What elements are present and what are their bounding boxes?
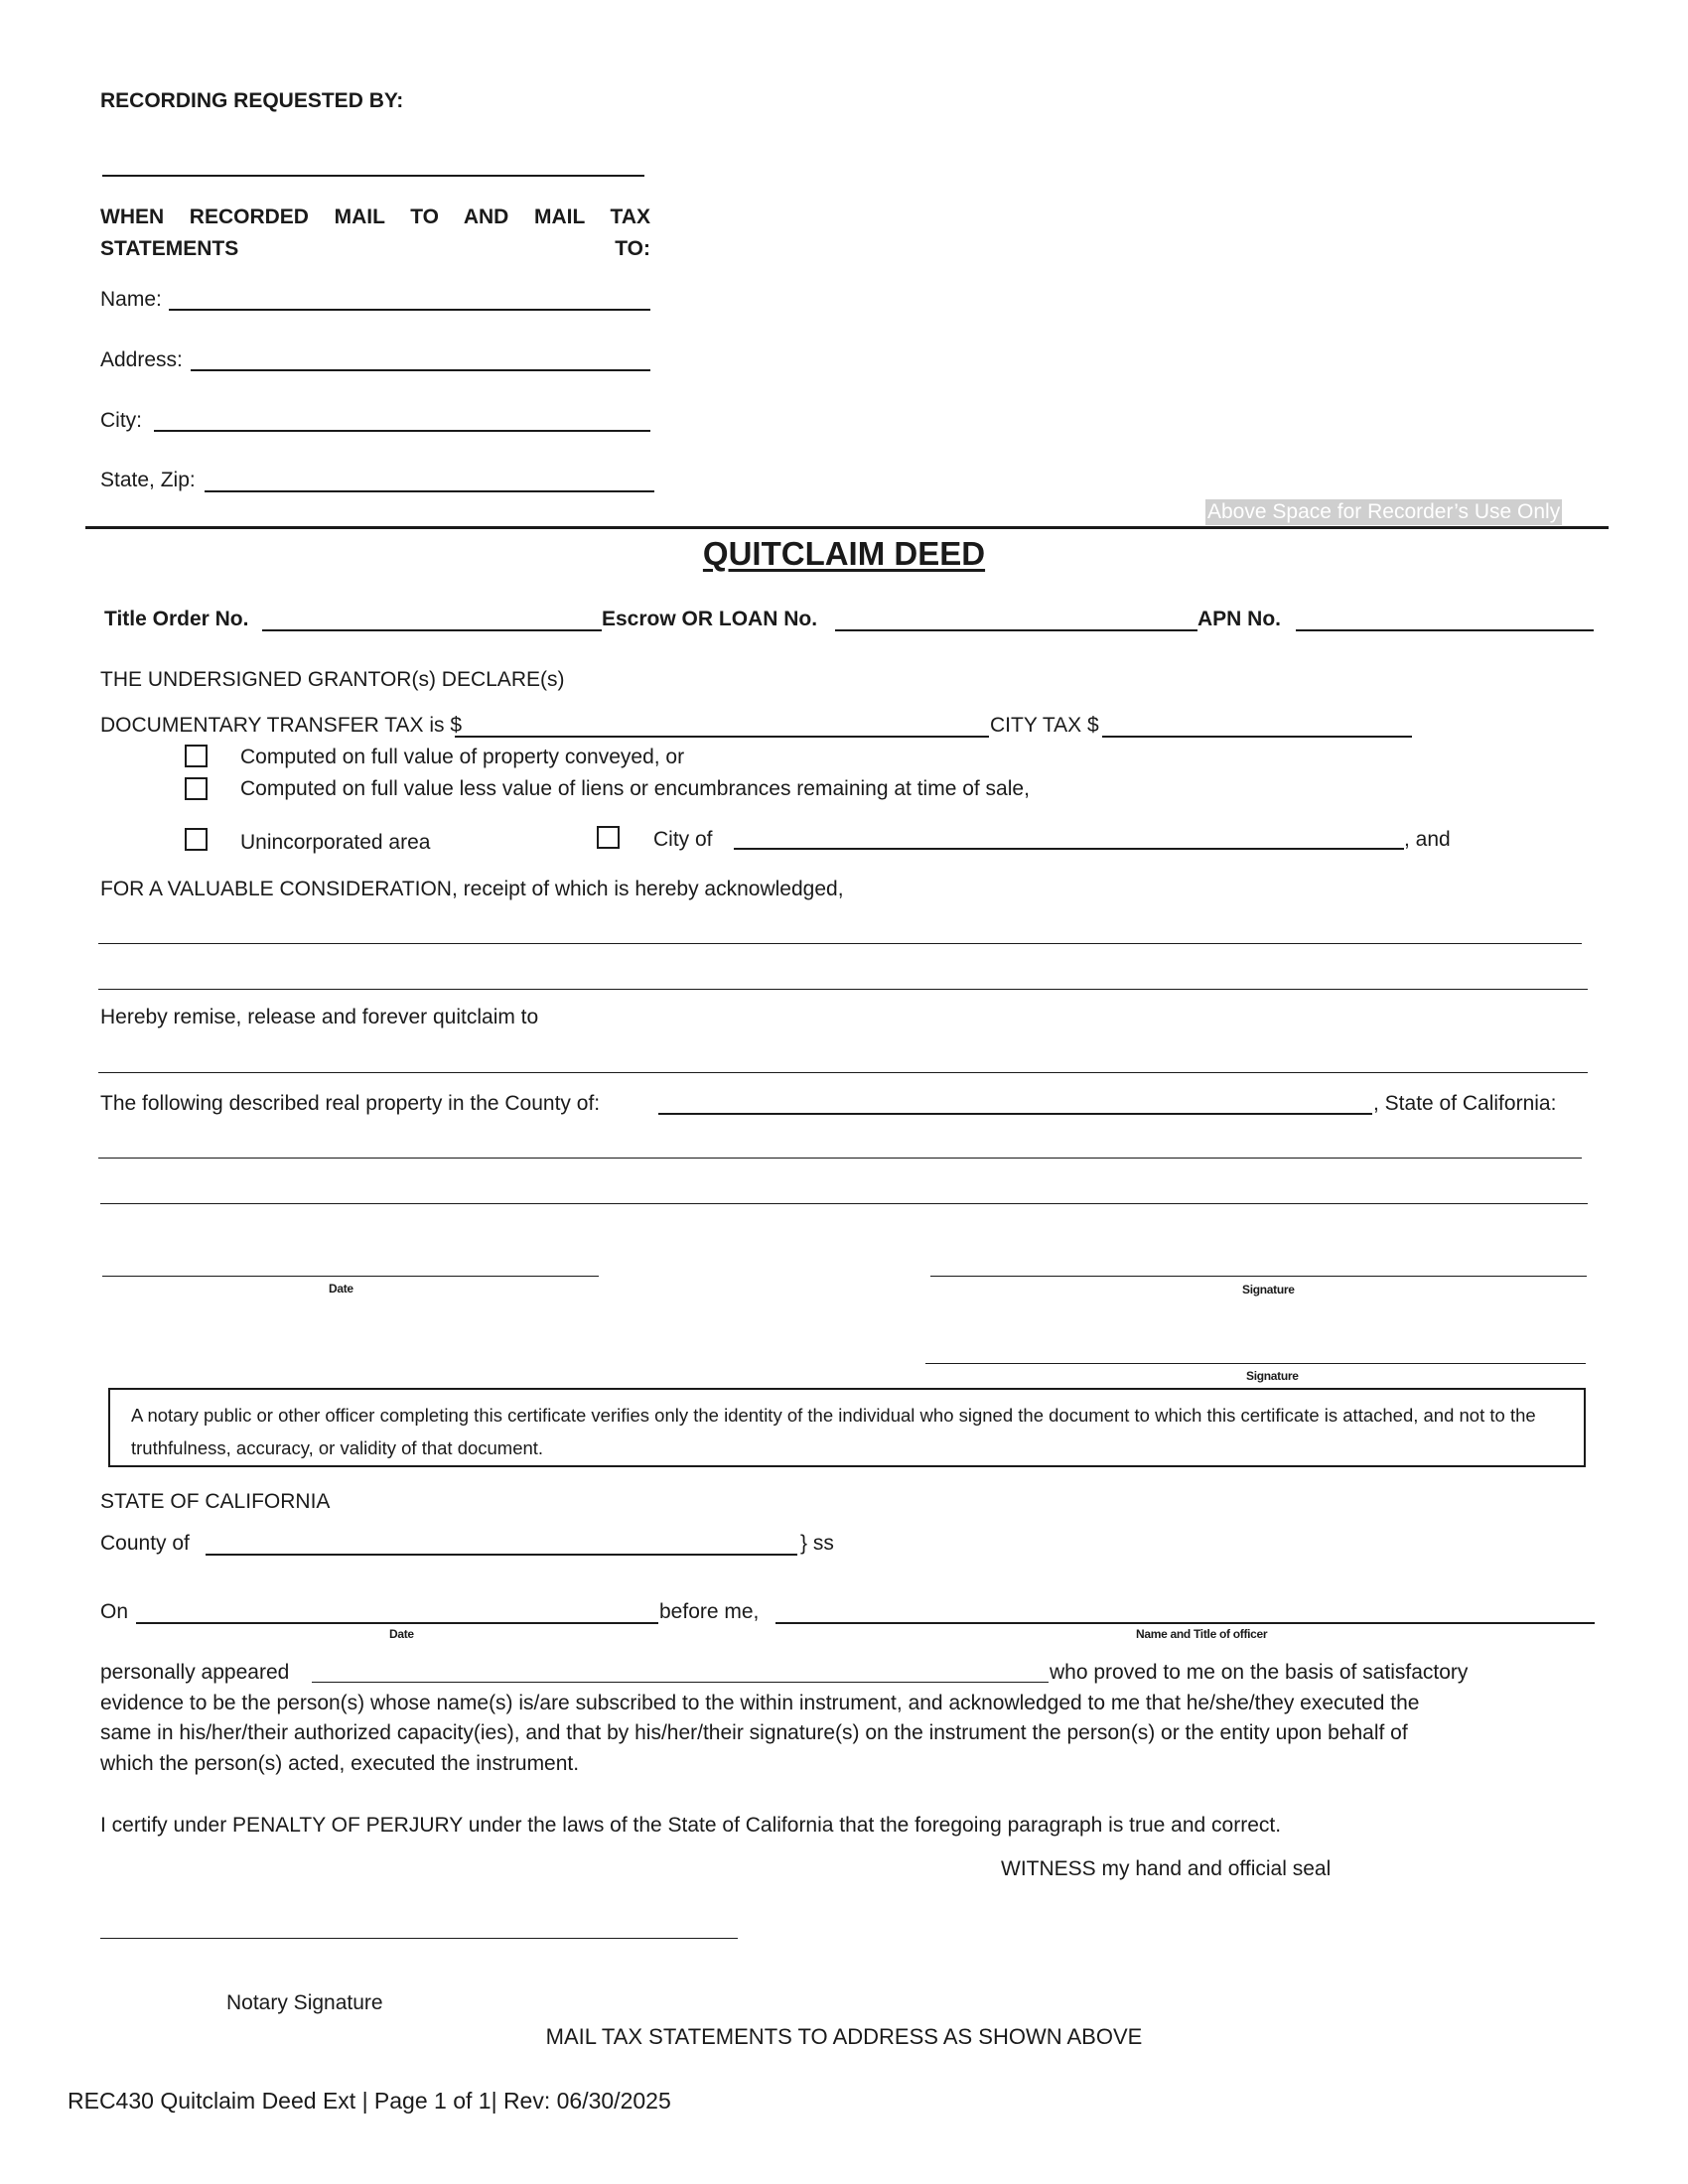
- notary-date-caption: Date: [389, 1627, 414, 1641]
- property-description-input-2[interactable]: [102, 1176, 1586, 1202]
- before-me-text: before me,: [659, 1600, 760, 1623]
- apn-input[interactable]: [1298, 602, 1592, 627]
- title-order-label: Title Order No.: [104, 608, 249, 630]
- grantor-signature-input-2[interactable]: [927, 1335, 1583, 1361]
- grantor-date-line: [102, 1276, 599, 1277]
- grantor-signature-line-1: [930, 1276, 1587, 1277]
- escrow-line: [835, 629, 1197, 631]
- transfer-tax-input[interactable]: [457, 708, 987, 734]
- on-label: On: [100, 1600, 129, 1623]
- grantor-name-input-1[interactable]: [100, 916, 1580, 942]
- mail-address-input[interactable]: [193, 343, 647, 369]
- mail-state-zip-input[interactable]: [207, 465, 651, 490]
- and-text: , and: [1404, 828, 1451, 851]
- document-title: QUITCLAIM DEED: [702, 535, 986, 572]
- proved-line-4: which the person(s) acted, executed the instrument.: [100, 1752, 580, 1775]
- header-divider: [85, 526, 1609, 529]
- personally-appeared-input[interactable]: [314, 1655, 1046, 1681]
- notary-county-label: County of: [100, 1532, 190, 1555]
- transfer-tax-label: DOCUMENTARY TRANSFER TAX is $: [100, 714, 463, 737]
- escrow-input[interactable]: [837, 602, 1195, 627]
- city-tax-input[interactable]: [1104, 708, 1410, 734]
- property-line-2: [100, 1203, 1588, 1204]
- full-value-option: Computed on full value of property conveyed, or: [240, 746, 685, 768]
- property-county-line: [658, 1113, 1372, 1115]
- officer-name-line: [775, 1622, 1595, 1624]
- quitclaim-to-text: Hereby remise, release and forever quitclaim to: [100, 1006, 539, 1028]
- title-order-input[interactable]: [264, 602, 600, 627]
- recorder-use-label: Above Space for Recorder’s Use Only: [1207, 500, 1561, 523]
- perjury-certification: I certify under PENALTY OF PERJURY under the laws of the State of California that the foregoing paragraph is true and correct.: [100, 1814, 1282, 1837]
- property-line-1: [98, 1158, 1582, 1159]
- mail-city-input[interactable]: [156, 404, 647, 430]
- notary-signature-label: Notary Signature: [226, 1991, 383, 2014]
- city-label: City:: [100, 409, 142, 432]
- notary-county-input[interactable]: [208, 1526, 794, 1552]
- notary-signature-input[interactable]: [102, 1911, 735, 1937]
- mail-name-input[interactable]: [171, 283, 647, 309]
- title-order-line: [262, 629, 602, 631]
- witness-text: WITNESS my hand and official seal: [1001, 1857, 1332, 1880]
- mail-address-line: [191, 369, 650, 371]
- city-of-checkbox[interactable]: [597, 826, 620, 849]
- address-label: Address:: [100, 348, 183, 371]
- property-county-label: The following described real property in the County of:: [100, 1092, 601, 1115]
- state-of-california: STATE OF CALIFORNIA: [100, 1490, 331, 1513]
- notary-signature-line: [100, 1938, 738, 1939]
- full-value-checkbox[interactable]: [185, 745, 208, 767]
- grantor-date-input[interactable]: [104, 1249, 595, 1275]
- city-of-input[interactable]: [736, 820, 1401, 846]
- officer-name-caption: Name and Title of officer: [1136, 1627, 1268, 1641]
- grantor-declare: THE UNDERSIGNED GRANTOR(s) DECLARE(s): [100, 668, 565, 691]
- grantee-name-input[interactable]: [100, 1045, 1586, 1071]
- grantee-line: [98, 1072, 1588, 1073]
- grantor-date-caption: Date: [329, 1282, 353, 1296]
- ss-text: } ss: [800, 1532, 834, 1555]
- state-of-california-suffix: , State of California:: [1373, 1092, 1557, 1115]
- notary-notice-box: [108, 1388, 1586, 1467]
- mail-state-zip-line: [205, 490, 654, 492]
- mail-to-label-line: [100, 202, 650, 265]
- property-description-input-1[interactable]: [100, 1131, 1580, 1157]
- mail-tax-statements-note: MAIL TAX STATEMENTS TO ADDRESS AS SHOWN ABOVE: [545, 2024, 1143, 2049]
- grantor-line-2: [98, 989, 1588, 990]
- proved-line-2: evidence to be the person(s) whose name(s) is/are subscribed to the within instrument, and acknowledged to me that he/she/they executed the: [100, 1692, 1420, 1714]
- grantor-signature-line-2: [925, 1363, 1586, 1364]
- city-of-option: City of: [653, 828, 713, 851]
- less-liens-option: Computed on full value less value of liens or encumbrances remaining at time of sale,: [240, 777, 1030, 800]
- personally-appeared-text: personally appeared: [100, 1661, 290, 1684]
- city-of-line: [734, 848, 1404, 850]
- mail-to-label: WHEN RECORDED MAIL TO AND MAIL TAX STATEMENTS TO:: [100, 205, 650, 260]
- escrow-label: Escrow OR LOAN No.: [602, 608, 818, 630]
- notary-date-line: [136, 1622, 658, 1624]
- apn-label: APN No.: [1197, 608, 1281, 630]
- state-zip-label: State, Zip:: [100, 469, 196, 491]
- grantor-signature-caption-2: Signature: [1246, 1369, 1299, 1383]
- consideration-text: FOR A VALUABLE CONSIDERATION, receipt of which is hereby acknowledged,: [100, 878, 844, 900]
- less-liens-checkbox[interactable]: [185, 777, 208, 800]
- officer-name-input[interactable]: [777, 1594, 1592, 1620]
- unincorporated-checkbox[interactable]: [185, 828, 208, 851]
- grantor-signature-input-1[interactable]: [932, 1249, 1584, 1275]
- name-label: Name:: [100, 288, 162, 311]
- notary-county-line: [206, 1554, 797, 1556]
- city-tax-line: [1102, 736, 1412, 738]
- unincorporated-option: Unincorporated area: [240, 831, 431, 854]
- proved-line-1: who proved to me on the basis of satisfactory: [1050, 1661, 1469, 1684]
- notary-notice-text: A notary public or other officer completing this certificate verifies only the identity of the individual who signed the document to which this certificate is attached, and not to the truthfulness, accuracy, or validity of that document.: [131, 1405, 1536, 1458]
- recording-requested-input[interactable]: [102, 149, 640, 175]
- property-county-input[interactable]: [660, 1085, 1369, 1111]
- recording-requested-line: [102, 175, 644, 177]
- recording-requested-label: RECORDING REQUESTED BY:: [100, 89, 404, 112]
- grantor-line-1: [98, 943, 1582, 944]
- personally-appeared-line: [312, 1682, 1049, 1683]
- apn-line: [1296, 629, 1594, 631]
- city-tax-label: CITY TAX $: [990, 714, 1099, 737]
- mail-city-line: [154, 430, 650, 432]
- transfer-tax-line: [455, 736, 989, 738]
- footer-info: REC430 Quitclaim Deed Ext | Page 1 of 1| Rev: 06/30/2025: [68, 2088, 671, 2114]
- grantor-name-input-2[interactable]: [100, 962, 1586, 988]
- notary-date-input[interactable]: [138, 1594, 655, 1620]
- grantor-signature-caption-1: Signature: [1242, 1283, 1295, 1297]
- mail-name-line: [169, 309, 650, 311]
- proved-line-3: same in his/her/their authorized capacity(ies), and that by his/her/their signature(s) on the instrument the person(s) or the entity upon behalf of: [100, 1721, 1408, 1744]
